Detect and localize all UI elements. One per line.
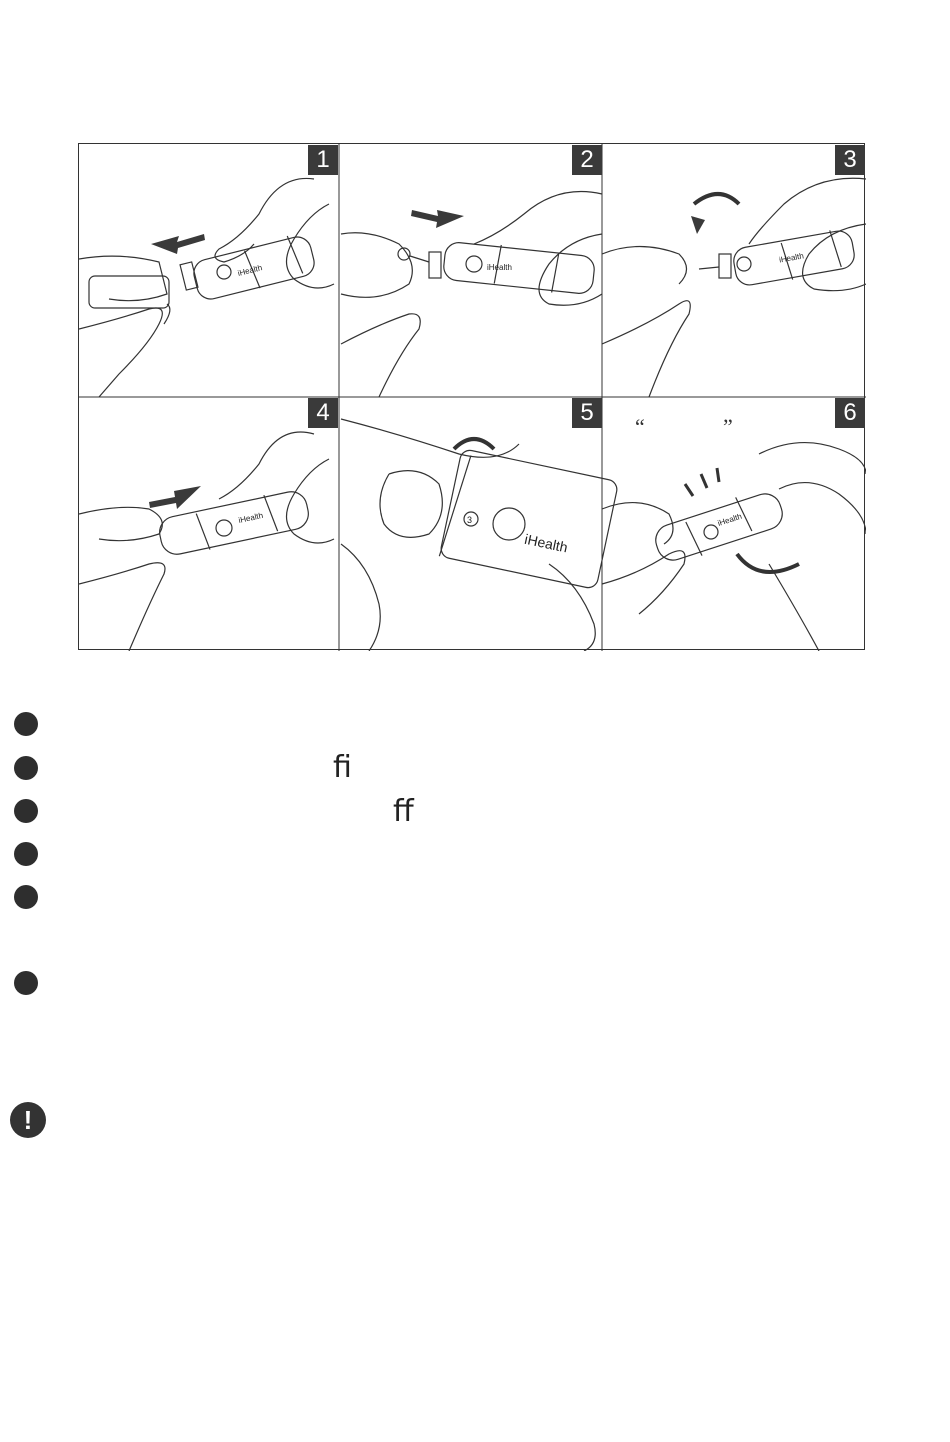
sound-quote-open: “ xyxy=(635,414,645,439)
step-bullet xyxy=(14,756,38,780)
svg-text:iHealth: iHealth xyxy=(487,263,512,272)
svg-text:iHealth: iHealth xyxy=(716,511,743,528)
svg-text:iHealth: iHealth xyxy=(778,251,805,265)
panel-3-illustration xyxy=(602,178,866,397)
instruction-text: ﬁ xyxy=(333,750,352,785)
arrow-right-icon xyxy=(411,210,464,228)
step-number-badge: 4 xyxy=(308,398,338,428)
svg-text:iHealth: iHealth xyxy=(236,263,264,278)
svg-text:3: 3 xyxy=(467,515,473,525)
svg-text:iHealth: iHealth xyxy=(523,530,570,556)
instruction-illustration-grid xyxy=(78,143,865,650)
panel-2-illustration xyxy=(341,192,602,398)
step-number-badge: 3 xyxy=(835,145,865,175)
warning-icon: ! xyxy=(10,1102,46,1138)
panel-1-illustration xyxy=(79,178,334,397)
sound-quote-close: ” xyxy=(723,414,733,439)
panel-5-illustration xyxy=(341,419,619,651)
arrow-left-icon xyxy=(151,234,205,254)
step-bullet xyxy=(14,971,38,995)
step-bullet xyxy=(14,799,38,823)
step-bullet xyxy=(14,712,38,736)
step-number-badge: 5 xyxy=(572,398,602,428)
instruction-text: ﬀ xyxy=(393,794,414,829)
panel-6-illustration xyxy=(602,443,866,651)
step-bullet xyxy=(14,842,38,866)
rotate-arrow-icon xyxy=(691,216,705,234)
svg-text:iHealth: iHealth xyxy=(237,510,264,525)
illustration-panels xyxy=(79,144,866,651)
arrow-right-icon xyxy=(149,486,201,509)
step-bullet xyxy=(14,885,38,909)
step-number-badge: 1 xyxy=(308,145,338,175)
step-number-badge: 6 xyxy=(835,398,865,428)
panel-4-illustration xyxy=(79,432,334,651)
step-number-badge: 2 xyxy=(572,145,602,175)
